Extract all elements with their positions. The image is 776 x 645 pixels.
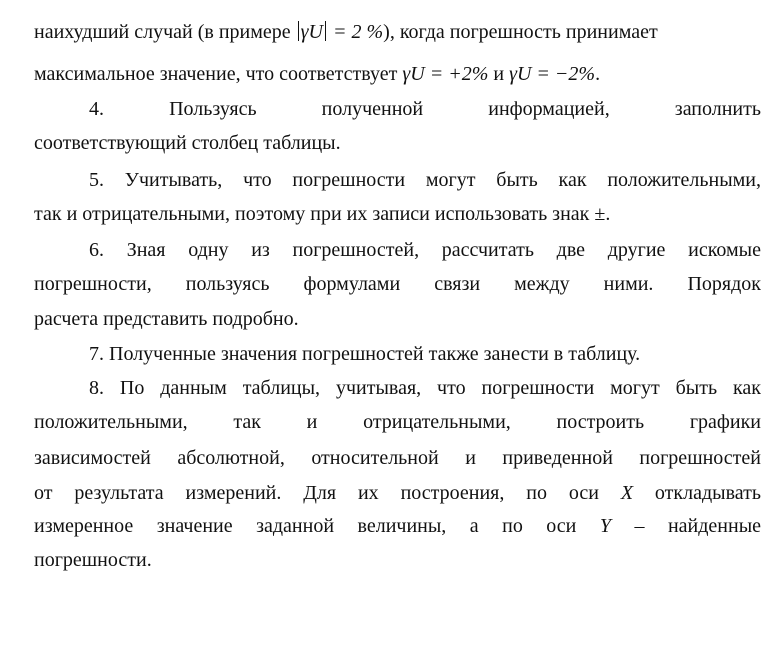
math-minus: γU = −2% — [509, 63, 596, 85]
text: измеренное значение заданной величины, а по оси — [34, 515, 600, 537]
paragraph-8-line-1: 8. По данным таблицы, учитывая, что погрешности могут быть как — [89, 377, 761, 399]
text: ), когда погрешность принимает — [383, 21, 658, 43]
math-gamma-u: γU — [300, 21, 323, 43]
text: . — [595, 63, 601, 85]
paragraph-8-line-5 — [34, 514, 761, 538]
paragraph-3-line-2 — [34, 62, 761, 86]
paragraph-8-line-4 — [34, 481, 761, 505]
text: наихудший случай (в примере — [34, 21, 296, 43]
text: максимальное значение, что соответствует — [34, 63, 403, 85]
paragraph-5-line-1: 5. Учитывать, что погрешности могут быть как положительными, — [89, 169, 761, 191]
math-value: = 2 % — [328, 21, 384, 43]
abs-bar-left — [298, 21, 299, 41]
paragraph-6-line-2: погрешности, пользуясь формулами связи между ними. Порядок — [34, 273, 761, 295]
math-plus: γU = +2% — [402, 63, 489, 85]
paragraph-4-line-2: соответствующий столбец таблицы. — [34, 132, 341, 154]
paragraph-5-line-2: так и отрицательными, поэтому при их записи использовать знак ±. — [34, 203, 611, 225]
abs-bar-right — [325, 21, 326, 41]
paragraph-3-line-1 — [34, 20, 761, 44]
paragraph-6-line-3: расчета представить подробно. — [34, 308, 299, 330]
math-y: Y — [599, 515, 611, 537]
paragraph-8-line-3: зависимостей абсолютной, относительной и приведенной погрешностей — [34, 447, 761, 469]
math-x: X — [620, 482, 634, 504]
paragraph-6-line-1: 6. Зная одну из погрешностей, рассчитать две другие искомые — [89, 239, 761, 261]
paragraph-7-line-1: 7. Полученные значения погрешностей также занести в таблицу. — [89, 343, 641, 365]
paragraph-4-line-1: 4. Пользуясь полученной информацией, заполнить — [89, 98, 761, 120]
paragraph-8-line-2: положительными, так и отрицательными, построить графики — [34, 411, 761, 433]
paragraph-8-line-6: погрешности. — [34, 549, 152, 571]
text: от результата измерений. Для их построения, по оси — [34, 482, 621, 504]
text: – найденные — [611, 515, 762, 537]
text: и — [488, 63, 510, 85]
text: откладывать — [633, 482, 761, 504]
